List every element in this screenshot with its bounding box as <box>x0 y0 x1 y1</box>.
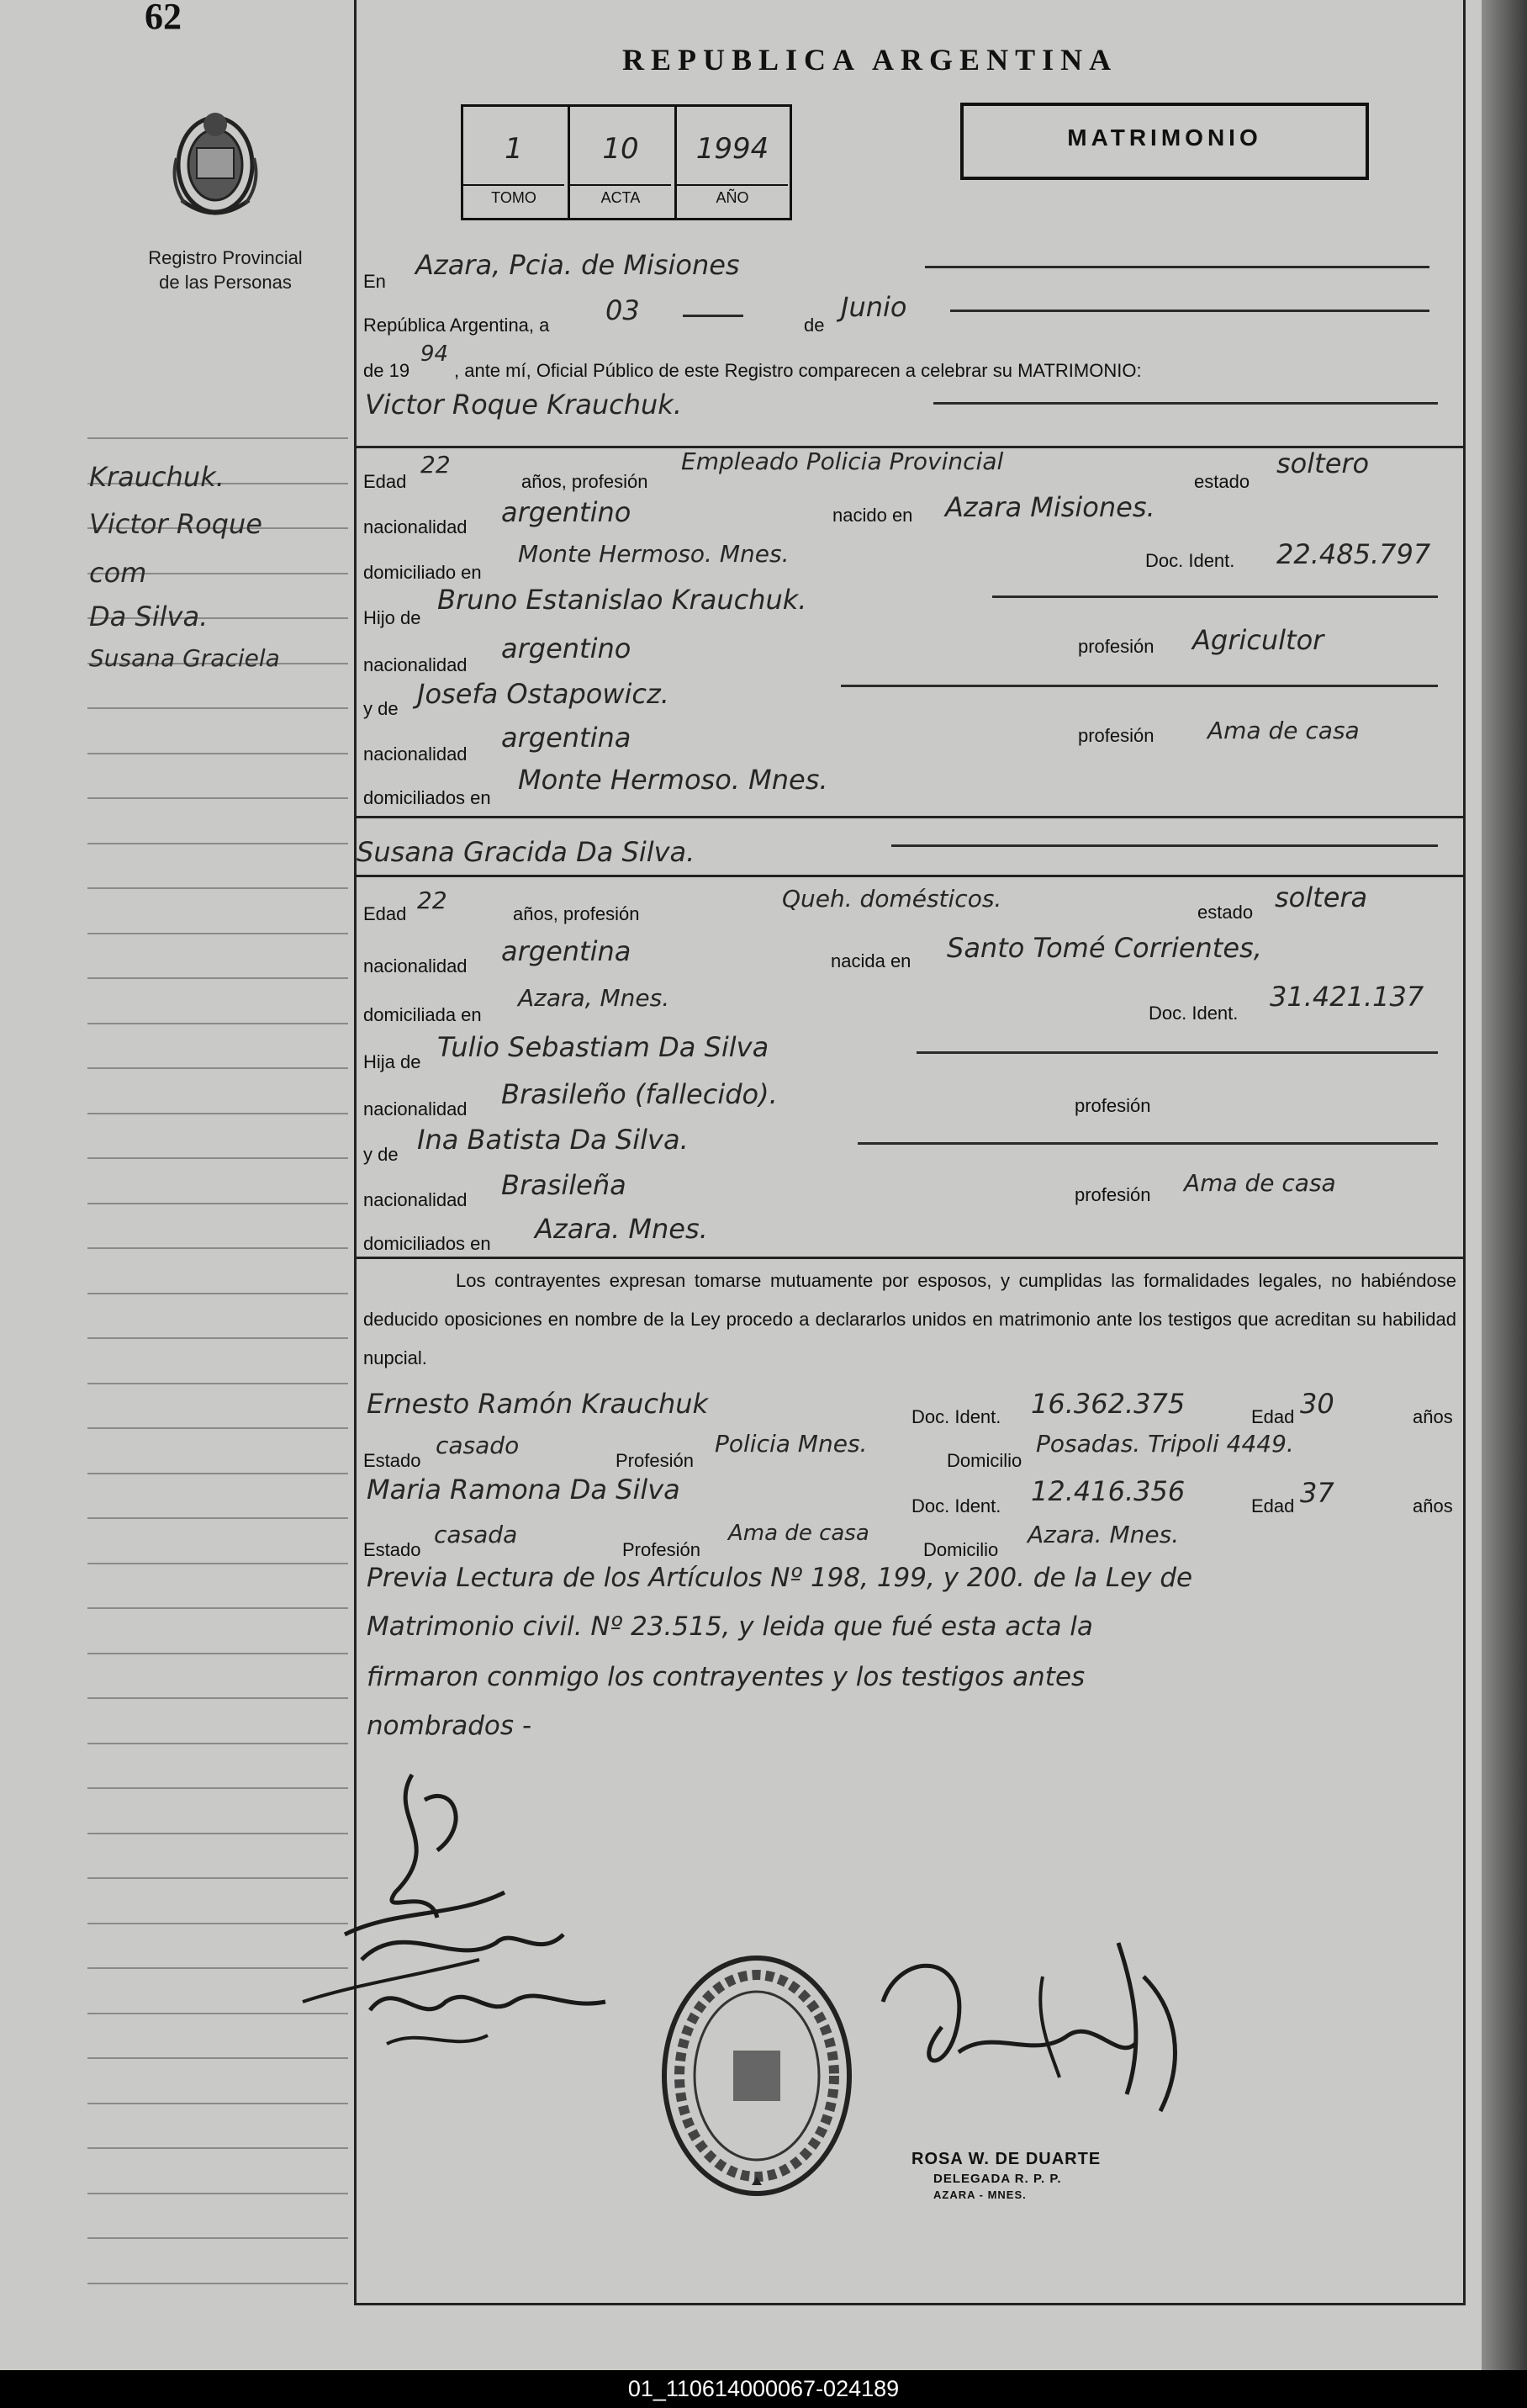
bride-mother-prof-label: profesión <box>1075 1184 1151 1205</box>
ruled-line <box>87 2283 348 2284</box>
groom-anos-prof-label: años, profesión <box>521 471 648 492</box>
act-place: Azara, Pcia. de Misiones <box>415 249 740 281</box>
bride-nacida-label: nacida en <box>831 950 911 971</box>
ruled-line <box>87 1607 348 1609</box>
official-stamp <box>656 1950 858 2202</box>
ruled-line <box>87 2237 348 2239</box>
act-year-suffix: 94 <box>420 341 449 367</box>
ruled-line <box>87 1247 348 1249</box>
fill-dash <box>933 402 1438 405</box>
groom-dom-label: domiciliado en <box>363 562 482 583</box>
groom-hijo-label: Hijo de <box>363 607 421 628</box>
groom-mother-prof-label: profesión <box>1078 725 1154 746</box>
registry-line-2: de las Personas <box>159 272 292 293</box>
officer-signature <box>866 1926 1228 2145</box>
section-divider <box>357 1257 1463 1259</box>
witness-1-edad-label: Edad <box>1251 1406 1295 1427</box>
groom-name: Victor Roque Krauchuk. <box>365 389 682 421</box>
ruled-line <box>87 1203 348 1204</box>
signatures-block <box>286 1749 690 2086</box>
ruled-line <box>87 2103 348 2104</box>
bride-parents-address: Azara. Mnes. <box>535 1213 708 1245</box>
groom-parents-dom-label: domiciliados en <box>363 787 491 808</box>
ano-value: 1994 <box>695 132 769 166</box>
groom-nationality: argentino <box>501 496 631 528</box>
closing-note-line-3: firmaron conmigo los contrayentes y los testigos antes <box>367 1662 1086 1692</box>
fill-dash <box>917 1051 1438 1054</box>
bride-doc-label: Doc. Ident. <box>1149 1003 1239 1024</box>
witness-1-name: Ernesto Ramón Krauchuk <box>367 1388 709 1420</box>
ruled-line <box>87 1383 348 1384</box>
ruled-line <box>87 437 348 439</box>
provincial-coat-of-arms <box>165 99 266 225</box>
ruled-line <box>87 933 348 934</box>
witness-1-anos-label: años <box>1413 1406 1453 1427</box>
groom-parents-address: Monte Hermoso. Mnes. <box>518 764 828 796</box>
groom-profession: Empleado Policia Provincial <box>681 447 1004 475</box>
witness-1-prof-label: Profesión <box>616 1450 694 1471</box>
act-month: Junio <box>841 291 907 323</box>
bride-mother-nationality: Brasileña <box>501 1169 626 1201</box>
page-number: 62 <box>145 0 182 37</box>
ruled-line <box>87 1473 348 1474</box>
closing-note-line-2: Matrimonio civil. Nº 23.515, y leida que fué esta acta la <box>367 1612 1093 1642</box>
groom-doc: 22.485.797 <box>1276 538 1431 570</box>
witness-1-estado-label: Estado <box>363 1450 421 1471</box>
witness-2-doc: 12.416.356 <box>1031 1475 1186 1507</box>
de-year-label: de 19 <box>363 360 410 381</box>
bottom-border-line <box>354 2303 1466 2305</box>
right-border-line <box>1463 0 1466 2305</box>
ruled-line <box>87 1023 348 1024</box>
witness-2-age: 37 <box>1300 1477 1334 1509</box>
ruled-line <box>87 797 348 799</box>
ruled-line <box>87 1563 348 1564</box>
groom-birthplace: Azara Misiones. <box>945 491 1155 523</box>
witness-1-status: casado <box>436 1432 520 1459</box>
ruled-line <box>87 707 348 709</box>
ruled-line <box>87 2193 348 2194</box>
margin-name-2: Victor Roque <box>89 508 262 540</box>
witness-1-address: Posadas. Tripoli 4449. <box>1036 1430 1294 1458</box>
groom-father: Bruno Estanislao Krauchuk. <box>437 584 807 616</box>
ruled-line <box>87 1697 348 1699</box>
groom-father-nat-label: nacionalidad <box>363 654 468 675</box>
bride-nac-label: nacionalidad <box>363 955 468 976</box>
act-type-box <box>960 103 1369 180</box>
section-divider <box>357 816 1463 818</box>
groom-father-profession: Agricultor <box>1192 624 1324 656</box>
bride-mother-nat-label: nacionalidad <box>363 1189 468 1210</box>
witness-2-prof-label: Profesión <box>622 1539 700 1560</box>
fill-dash <box>992 595 1438 598</box>
ano-cell <box>677 107 788 218</box>
groom-mother-nat-label: nacionalidad <box>363 744 468 765</box>
ruled-line <box>87 977 348 979</box>
bride-status: soltera <box>1275 881 1368 913</box>
bride-name: Susana Gracida Da Silva. <box>357 836 695 868</box>
groom-mother: Josefa Ostapowicz. <box>417 678 669 710</box>
registry-name <box>118 246 333 294</box>
groom-address: Monte Hermoso. Mnes. <box>518 540 790 568</box>
ruled-line <box>87 2147 348 2149</box>
bride-father-nationality: Brasileño (fallecido). <box>501 1078 778 1110</box>
bride-edad-label: Edad <box>363 903 407 924</box>
act-type-label: MATRIMONIO <box>1067 124 1262 151</box>
witness-1-doc: 16.362.375 <box>1031 1388 1186 1420</box>
closing-note-line-4: nombrados - <box>367 1711 532 1741</box>
witness-2-edad-label: Edad <box>1251 1495 1295 1516</box>
groom-doc-label: Doc. Ident. <box>1145 550 1235 571</box>
ruled-line <box>87 1653 348 1654</box>
bride-parents-dom-label: domiciliados en <box>363 1233 491 1254</box>
act-day: 03 <box>605 294 640 326</box>
groom-mother-profession: Ama de casa <box>1207 717 1360 744</box>
witness-2-doc-label: Doc. Ident. <box>911 1495 1001 1516</box>
groom-nac-label: nacionalidad <box>363 516 468 537</box>
bride-age: 22 <box>417 886 447 914</box>
groom-age: 22 <box>420 451 451 479</box>
ruled-line <box>87 1113 348 1114</box>
bride-yde-label: y de <box>363 1144 399 1165</box>
margin-name-4: Da Silva. <box>89 601 209 632</box>
ruled-line <box>87 1067 348 1069</box>
bride-mother: Ina Batista Da Silva. <box>417 1124 689 1156</box>
ano-label: AÑO <box>677 184 788 207</box>
document-title: REPUBLICA ARGENTINA <box>622 43 1118 77</box>
en-label: En <box>363 271 386 292</box>
witness-2-anos-label: años <box>1413 1495 1453 1516</box>
bride-dom-label: domiciliada en <box>363 1004 482 1025</box>
acta-cell <box>570 107 677 218</box>
tomo-acta-ano-box <box>461 104 792 220</box>
page-edge <box>1482 0 1527 2370</box>
ruled-line <box>87 1337 348 1339</box>
ruled-line <box>87 1427 348 1429</box>
witness-2-status: casada <box>434 1521 518 1548</box>
officer-name: ROSA W. DE DUARTE <box>911 2150 1102 2168</box>
witness-2-profession: Ama de casa <box>728 1521 869 1546</box>
witness-2-name: Maria Ramona Da Silva <box>367 1474 680 1506</box>
margin-name-5: Susana Graciela <box>89 644 280 672</box>
bride-hija-label: Hija de <box>363 1051 421 1072</box>
witness-2-estado-label: Estado <box>363 1539 421 1560</box>
groom-status: soltero <box>1276 447 1370 479</box>
groom-edad-label: Edad <box>363 471 407 492</box>
groom-mother-nationality: argentina <box>501 722 631 754</box>
fill-dash <box>683 315 743 317</box>
groom-yde-label: y de <box>363 698 399 719</box>
ruled-line <box>87 887 348 889</box>
bride-father: Tulio Sebastiam Da Silva <box>437 1031 769 1063</box>
fill-dash <box>841 685 1438 687</box>
ruled-line <box>87 1517 348 1519</box>
margin-name-3: com <box>89 557 147 589</box>
ruled-line <box>87 1743 348 1744</box>
registry-line-1: Registro Provincial <box>148 247 303 268</box>
bride-father-prof-label: profesión <box>1075 1095 1151 1116</box>
officer-place: AZARA - MNES. <box>933 2188 1027 2201</box>
ruled-line <box>87 843 348 844</box>
groom-nacido-label: nacido en <box>832 505 913 526</box>
fill-dash <box>925 266 1429 268</box>
acta-label: ACTA <box>570 184 671 207</box>
bride-mother-profession: Ama de casa <box>1184 1169 1336 1197</box>
tomo-value: 1 <box>505 132 523 166</box>
ruled-line <box>87 1157 348 1159</box>
bride-profession: Queh. domésticos. <box>782 885 1002 913</box>
closing-note-line-1: Previa Lectura de los Artículos Nº 198, 199, y 200. de la Ley de <box>367 1563 1193 1593</box>
ruled-line <box>87 1293 348 1294</box>
fill-dash <box>891 844 1438 847</box>
witness-2-address: Azara. Mnes. <box>1028 1521 1180 1548</box>
act-intro-text: , ante mí, Oficial Público de este Registro comparecen a celebrar su MATRIMONIO: <box>454 360 1142 381</box>
acta-value: 10 <box>602 132 639 166</box>
fill-dash <box>858 1142 1438 1145</box>
witness-2-dom-label: Domicilio <box>923 1539 999 1560</box>
witness-1-age: 30 <box>1300 1388 1334 1420</box>
tomo-cell <box>463 107 570 218</box>
groom-estado-label: estado <box>1194 471 1250 492</box>
bride-anos-prof-label: años, profesión <box>513 903 640 924</box>
witness-1-profession: Policia Mnes. <box>715 1430 868 1458</box>
image-id-footer: 01_110614000067-024189 <box>0 2370 1527 2408</box>
margin-name-1: Krauchuk. <box>89 461 225 493</box>
legal-declaration: Los contrayentes expresan tomarse mutuamente por esposos, y cumplidas las formalidades legales, no habiéndose deducido oposiciones en nombre de la Ley procedo a declararlos unidos en matrimonio ante los testigos que acreditan su habilidad nupcial. <box>363 1270 1456 1368</box>
tomo-label: TOMO <box>463 184 564 207</box>
bride-father-nat-label: nacionalidad <box>363 1098 468 1119</box>
bride-estado-label: estado <box>1197 902 1254 923</box>
officer-title: DELEGADA R. P. P. <box>933 2172 1062 2186</box>
bride-doc: 31.421.137 <box>1270 981 1424 1013</box>
section-divider <box>357 875 1463 877</box>
groom-father-nationality: argentino <box>501 632 631 664</box>
witness-1-dom-label: Domicilio <box>947 1450 1022 1471</box>
ruled-line <box>87 753 348 754</box>
bride-birthplace: Santo Tomé Corrientes, <box>947 932 1262 964</box>
bride-address: Azara, Mnes. <box>518 984 670 1012</box>
bride-nationality: argentina <box>501 935 631 967</box>
republica-label: República Argentina, a <box>363 315 550 336</box>
groom-father-prof-label: profesión <box>1078 636 1154 657</box>
witness-1-doc-label: Doc. Ident. <box>911 1406 1001 1427</box>
de-label: de <box>804 315 825 336</box>
fill-dash <box>950 310 1429 312</box>
